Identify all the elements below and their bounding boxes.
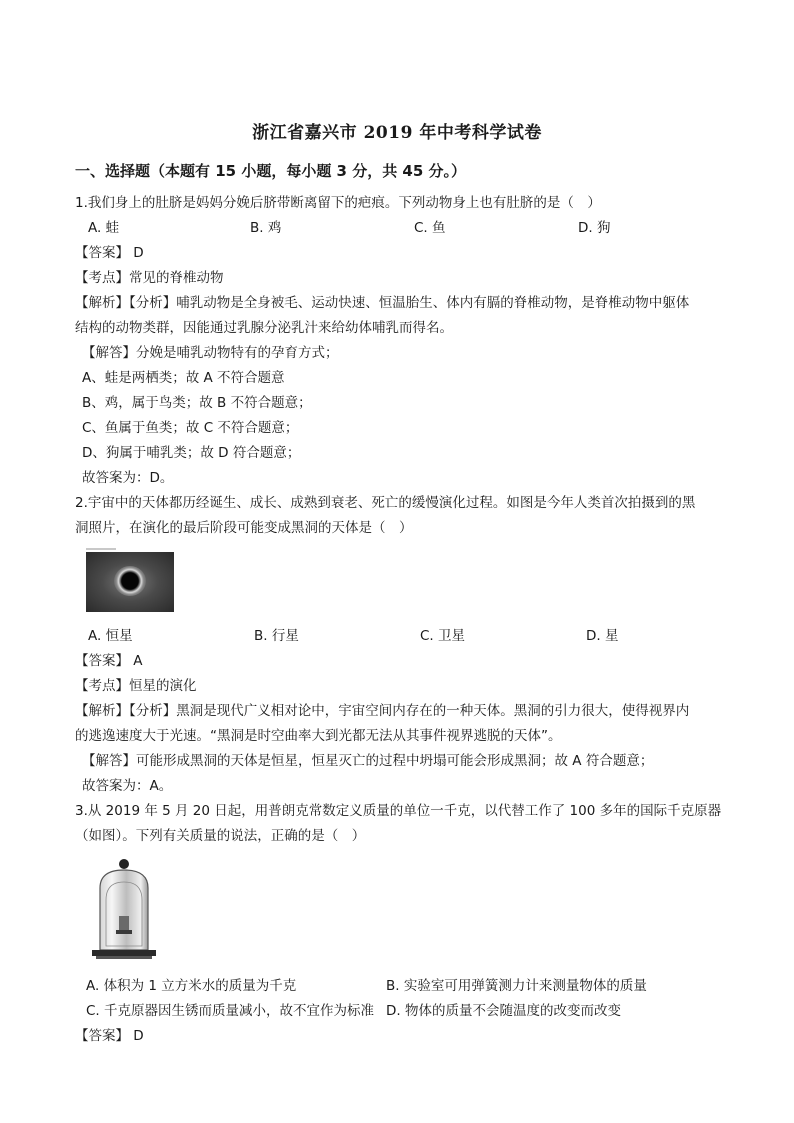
q1-option-b: B. 鸡 <box>250 220 282 236</box>
q1-answer: 【答案】 D <box>75 245 144 261</box>
q1-option-c: C. 鱼 <box>414 220 446 236</box>
q2-answer: 【答案】 A <box>75 653 143 669</box>
q2-analysis-line-2: 的逃逸速度大于光速。“黑洞是时空曲率大到光都无法从其事件视界逃脱的天体”。 <box>75 728 562 744</box>
q3-answer: 【答案】 D <box>75 1028 144 1044</box>
q2-option-c: C. 卫星 <box>420 628 466 644</box>
q3-stem-line-1: 3.从 2019 年 5 月 20 日起，用普朗克常数定义质量的单位一千克，以代替工作了 100 多年的国际千克原器 <box>75 803 722 819</box>
q1-analysis-line-2: 结构的动物类群，因能通过乳腺分泌乳汁来给幼体哺乳而得名。 <box>75 320 453 336</box>
kilogram-prototype-photo <box>86 858 162 960</box>
q2-option-d: D. 星 <box>586 628 619 644</box>
q1-solution-line-1: 【解答】分娩是哺乳动物特有的孕育方式； <box>82 345 339 361</box>
bell-jar-base <box>92 950 156 956</box>
q2-solution-line-1: 【解答】可能形成黑洞的天体是恒星，恒星灭亡的过程中坍塌可能会形成黑洞；故 A 符合题意； <box>82 753 654 769</box>
black-hole-photo <box>86 552 174 612</box>
q3-option-d: D. 物体的质量不会随温度的改变而改变 <box>386 1003 621 1019</box>
q1-option-a: A. 蛙 <box>88 220 120 236</box>
q1-solution-line-4: C、鱼属于鱼类；故 C 不符合题意； <box>82 420 299 436</box>
section-heading: 一、选择题（本题有 15 小题，每小题 3 分，共 45 分。） <box>75 162 467 180</box>
base-plate <box>96 956 152 959</box>
q1-analysis-line-1: 【解析】【分析】哺乳动物是全身被毛、运动快速、恒温胎生、体内有膈的脊椎动物，是脊椎动物中躯体 <box>75 295 690 311</box>
q1-point: 【考点】常见的脊椎动物 <box>75 270 224 286</box>
q2-point: 【考点】恒星的演化 <box>75 678 197 694</box>
q1-option-d: D. 狗 <box>578 220 611 236</box>
page-title: 浙江省嘉兴市 2019 年中考科学试卷 <box>252 123 542 143</box>
cylinder-stand <box>116 930 132 934</box>
q2-option-a: A. 恒星 <box>88 628 133 644</box>
q1-final-answer: 故答案为：D。 <box>82 470 174 486</box>
q3-option-a: A. 体积为 1 立方米水的质量为千克 <box>86 978 297 994</box>
q1-solution-line-3: B、鸡，属于鸟类；故 B 不符合题意； <box>82 395 312 411</box>
bell-jar-knob <box>119 859 129 869</box>
q2-final-answer: 故答案为：A。 <box>82 778 173 794</box>
q1-solution-line-2: A、蛙是两栖类；故 A 不符合题意 <box>82 370 285 386</box>
q1-solution-line-5: D、狗属于哺乳类；故 D 符合题意； <box>82 445 301 461</box>
q1-stem: 1.我们身上的肚脐是妈妈分娩后脐带断离留下的疤痕。下列动物身上也有肚脐的是（ ） <box>75 195 601 211</box>
q2-stem-line-2: 洞照片，在演化的最后阶段可能变成黑洞的天体是（ ） <box>75 520 413 536</box>
q3-option-c: C. 千克原器因生锈而质量减小，故不宜作为标准 <box>86 1003 375 1019</box>
q2-option-b: B. 行星 <box>254 628 299 644</box>
black-hole-ring <box>114 566 146 596</box>
black-hole-photo-edge <box>86 548 116 550</box>
kilogram-cylinder <box>119 916 129 930</box>
q2-analysis-line-1: 【解析】【分析】黑洞是现代广义相对论中，宇宙空间内存在的一种天体。黑洞的引力很大，使得视界内 <box>75 703 690 719</box>
q3-option-b: B. 实验室可用弹簧测力计来测量物体的质量 <box>386 978 647 994</box>
q2-stem-line-1: 2.宇宙中的天体都历经诞生、成长、成熟到衰老、死亡的缓慢演化过程。如图是今年人类首次拍摄到的黑 <box>75 495 696 511</box>
q3-stem-line-2: （如图）。下列有关质量的说法，正确的是（ ） <box>75 828 366 844</box>
